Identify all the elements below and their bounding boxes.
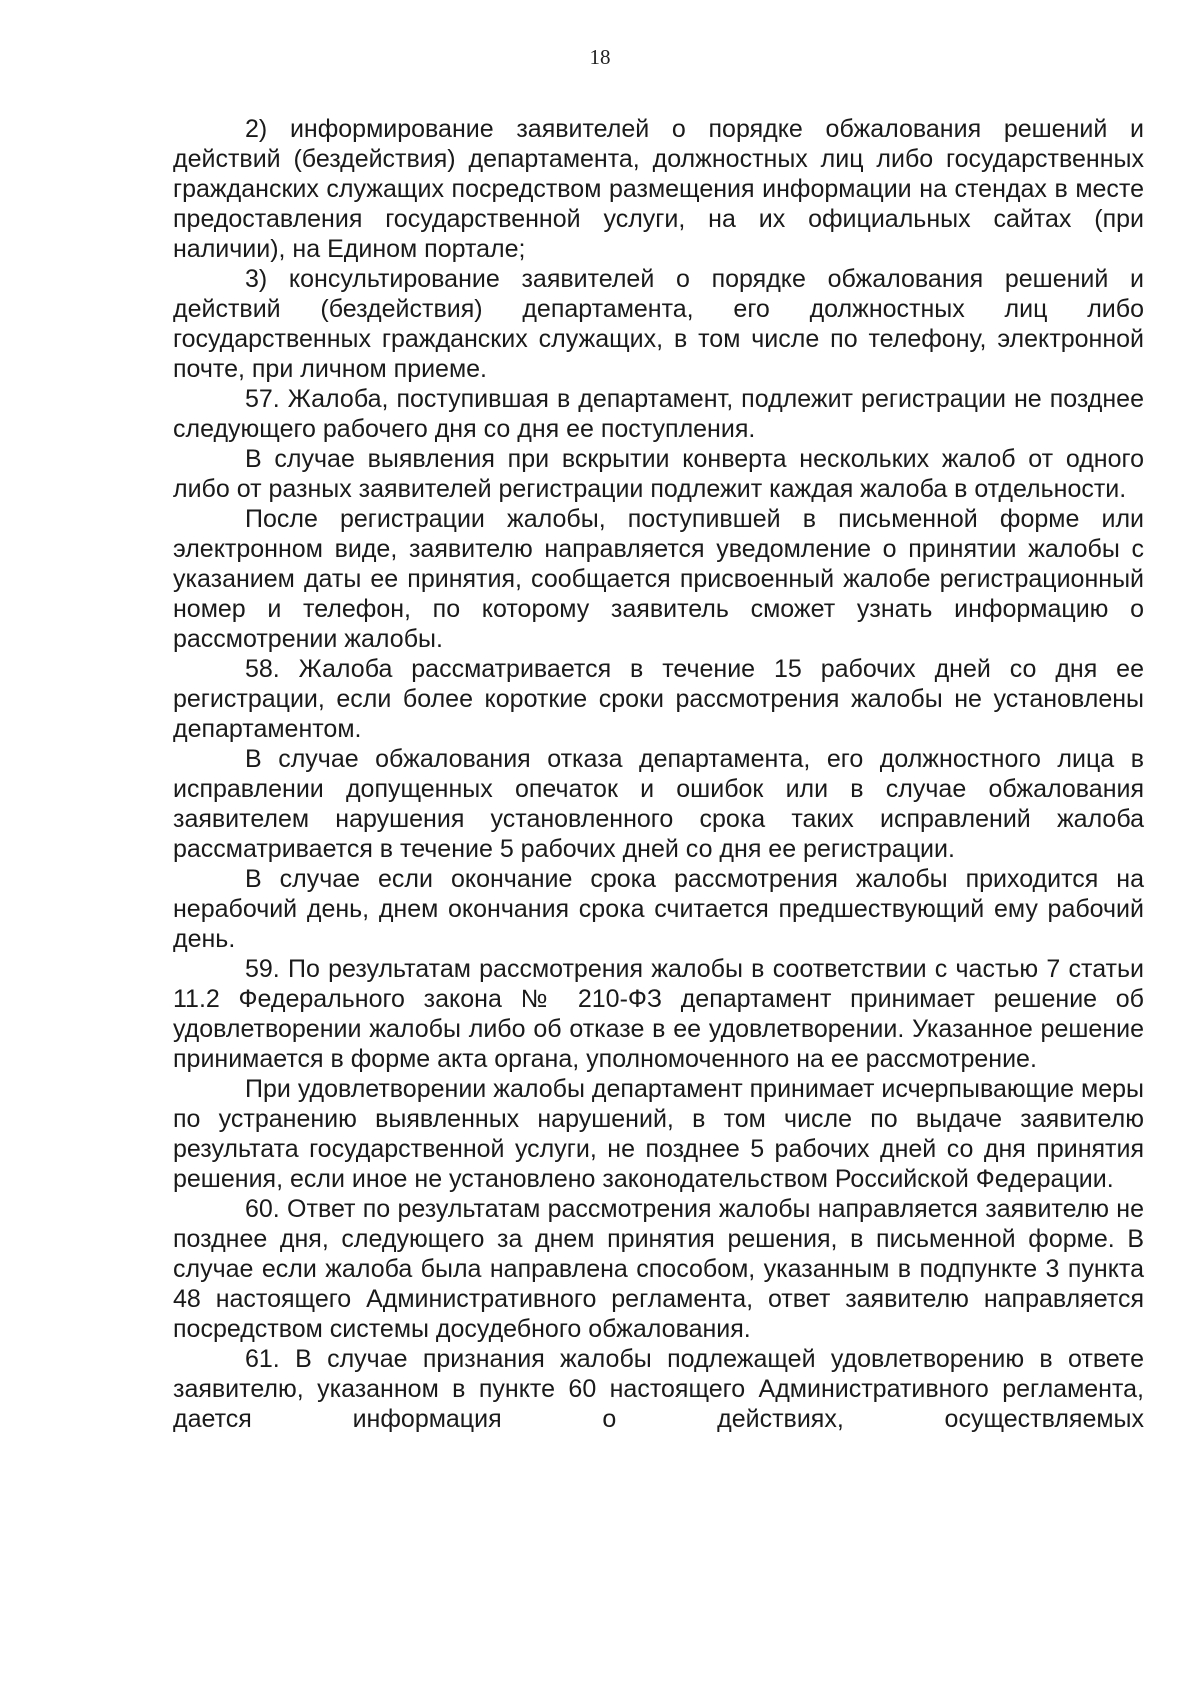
paragraph-item-2: 2) информирование заявителей о порядке обжалования решений и действий (бездействия) департамента, должностных лиц либо государственных гражданских служащих посредством размещения информации на стендах в месте предоставления государственной услуги, на их официальных сайтах (при наличии), на Едином портале; <box>173 115 1144 263</box>
paragraph-58: 58. Жалоба рассматривается в течение 15 рабочих дней со дня ее регистрации, если более короткие сроки рассмотрения жалобы не установлены департаментом. <box>173 655 1144 743</box>
document-body <box>173 114 1144 1434</box>
paragraph-59: 59. По результатам рассмотрения жалобы в соответствии с частью 7 статьи 11.2 Федерального закона № 210-ФЗ департамент принимает решение об удовлетворении жалобы либо об отказе в ее удовлетворении. Указанное решение принимается в форме акта органа, уполномоченного на ее рассмотрение. <box>173 955 1144 1073</box>
paragraph-60: 60. Ответ по результатам рассмотрения жалобы направляется заявителю не позднее дня, следующего за днем принятия решения, в письменной форме. В случае если жалоба была направлена способом, указанным в подпункте 3 пункта 48 настоящего Административного регламента, ответ заявителю направляется посредством системы досудебного обжалования. <box>173 1195 1144 1343</box>
paragraph-61: 61. В случае признания жалобы подлежащей удовлетворению в ответе заявителю, указанном в пункте 60 настоящего Административного регламента, дается информация о действиях, осуществляемых <box>173 1345 1144 1433</box>
paragraph-item-3: 3) консультирование заявителей о порядке обжалования решений и действий (бездействия) департамента, его должностных лиц либо государственных гражданских служащих, в том числе по телефону, электронной почте, при личном приеме. <box>173 265 1144 383</box>
paragraph-57-registration-notice: После регистрации жалобы, поступившей в письменной форме или электронном виде, заявителю направляется уведомление о принятии жалобы с указанием даты ее принятия, сообщается присвоенный жалобе регистрационный номер и телефон, по которому заявитель сможет узнать информацию о рассмотрении жалобы. <box>173 505 1144 653</box>
paragraph-58-non-working-day: В случае если окончание срока рассмотрения жалобы приходится на нерабочий день, днем окончания срока считается предшествующий ему рабочий день. <box>173 865 1144 953</box>
page-number: 18 <box>589 45 611 69</box>
paragraph-57-multiple-complaints: В случае выявления при вскрытии конверта нескольких жалоб от одного либо от разных заявителей регистрации подлежит каждая жалоба в отдельности. <box>173 445 1144 503</box>
paragraph-59-satisfaction-measures: При удовлетворении жалобы департамент принимает исчерпывающие меры по устранению выявленных нарушений, в том числе по выдаче заявителю результата государственной услуги, не позднее 5 рабочих дней со дня принятия решения, если иное не установлено законодательством Российской Федерации. <box>173 1075 1144 1193</box>
paragraph-57: 57. Жалоба, поступившая в департамент, подлежит регистрации не позднее следующего рабочего дня со дня ее поступления. <box>173 385 1144 443</box>
paragraph-58-typo-appeal: В случае обжалования отказа департамента, его должностного лица в исправлении допущенных опечаток и ошибок или в случае обжалования заявителем нарушения установленного срока таких исправлений жалоба рассматривается в течение 5 рабочих дней со дня ее регистрации. <box>173 745 1144 863</box>
